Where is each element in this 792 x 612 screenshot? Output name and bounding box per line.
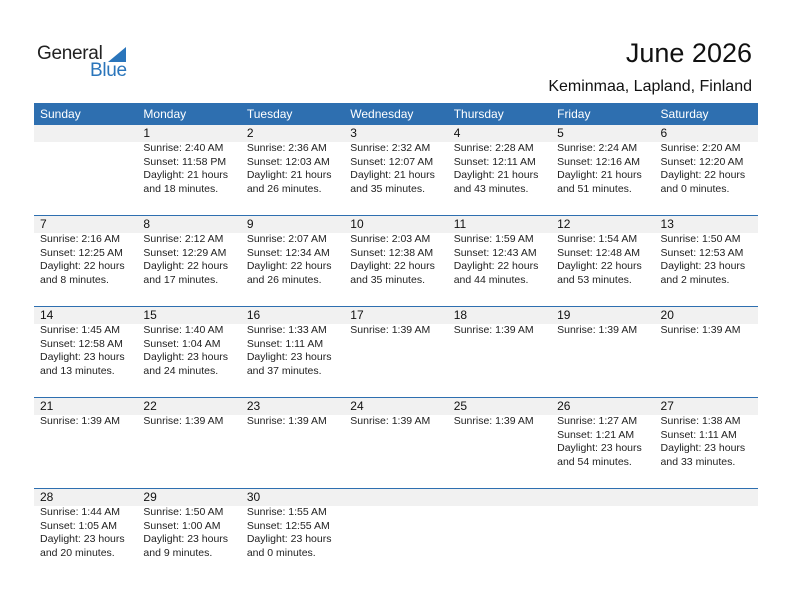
daylight-text: and 37 minutes. (246, 364, 322, 377)
sunrise-text: Sunrise: 2:16 AM (40, 233, 120, 245)
day-cell (448, 489, 551, 560)
weekday-sunday: Sunday (40, 107, 81, 121)
logo-word-general: General (37, 43, 103, 64)
day-cell (137, 489, 240, 560)
daylight-text: Daylight: 21 hours (557, 169, 642, 181)
daylight-text: and 51 minutes. (557, 182, 632, 195)
sunrise-text: Sunrise: 2:07 AM (246, 233, 327, 245)
sunrise-text: Sunrise: 1:39 AM (143, 415, 224, 427)
day-cell (344, 489, 447, 560)
sunrise-text: Sunrise: 2:40 AM (143, 142, 224, 154)
daylight-text: and 33 minutes. (660, 455, 736, 468)
sunrise-text: Sunrise: 1:39 AM (246, 415, 327, 427)
daylight-text: Daylight: 22 hours (557, 260, 642, 272)
day-number: 10 (350, 217, 364, 231)
day-number: 16 (246, 308, 261, 322)
sunset-text: Sunset: 12:48 AM (557, 246, 640, 259)
sunset-text: Sunset: 11:58 PM (143, 155, 227, 168)
day-cell (241, 125, 344, 196)
day-cell (34, 307, 137, 378)
daylight-text: and 18 minutes. (143, 182, 219, 195)
daylight-text: and 9 minutes. (143, 546, 213, 559)
day-cell (551, 489, 654, 560)
day-number: 9 (246, 217, 254, 231)
daylight-text: and 26 minutes. (246, 182, 322, 195)
weekday-thursday: Thursday (453, 107, 504, 121)
day-number: 23 (246, 399, 261, 413)
sunset-text: Sunset: 12:55 AM (246, 519, 330, 532)
day-number: 18 (453, 308, 468, 322)
sunset-text: Sunset: 1:21 AM (557, 428, 635, 441)
day-number (661, 489, 758, 506)
sunset-text: Sunset: 12:58 AM (40, 337, 123, 350)
sunrise-text: Sunrise: 1:38 AM (660, 415, 741, 427)
daylight-text: and 24 minutes. (143, 364, 219, 377)
sunset-text: Sunset: 12:16 AM (557, 155, 640, 168)
sunrise-text: Sunrise: 1:55 AM (246, 506, 327, 518)
day-cell (137, 398, 240, 469)
sunrise-text: Sunrise: 1:54 AM (557, 233, 638, 245)
sunrise-text: Sunrise: 1:45 AM (40, 324, 120, 336)
day-number: 30 (246, 490, 261, 504)
day-number: 24 (350, 399, 364, 413)
day-cell (34, 216, 137, 287)
sunset-text: Sunset: 12:34 AM (246, 246, 330, 259)
day-cell (448, 216, 551, 287)
day-number: 29 (143, 490, 157, 504)
sunset-text: Sunset: 12:53 AM (660, 246, 744, 259)
day-number: 15 (143, 308, 157, 322)
sunrise-text: Sunrise: 1:39 AM (350, 324, 431, 336)
day-number: 22 (143, 399, 157, 413)
page-title: June 2026 (625, 38, 752, 68)
daylight-text: Daylight: 21 hours (453, 169, 539, 181)
day-number: 14 (40, 308, 54, 322)
daylight-text: and 13 minutes. (40, 364, 115, 377)
day-number: 5 (557, 126, 564, 140)
daylight-text: Daylight: 22 hours (350, 260, 435, 272)
day-number (350, 489, 447, 506)
sunrise-text: Sunrise: 2:12 AM (143, 233, 224, 245)
day-cell (241, 398, 344, 469)
day-cell (448, 307, 551, 378)
sunrise-text: Sunrise: 1:39 AM (453, 324, 534, 336)
day-cell (241, 489, 344, 560)
sunrise-text: Sunrise: 2:28 AM (453, 142, 534, 154)
sunrise-text: Sunrise: 2:36 AM (246, 142, 327, 154)
day-cell (34, 125, 137, 196)
day-number: 4 (453, 126, 461, 140)
day-cell (655, 489, 758, 560)
sunset-text: Sunset: 12:11 AM (453, 155, 536, 168)
sunset-text: Sunset: 1:05 AM (40, 519, 118, 532)
calendar-week-row (34, 488, 758, 579)
daylight-text: and 0 minutes. (660, 182, 730, 195)
day-cell (137, 307, 240, 378)
calendar-week-row (34, 125, 758, 215)
weekday-monday: Monday (143, 107, 187, 121)
sunset-text: Sunset: 12:07 AM (350, 155, 434, 168)
sunrise-text: Sunrise: 2:24 AM (557, 142, 638, 154)
day-cell (448, 398, 551, 469)
day-cell (655, 398, 758, 469)
daylight-text: Daylight: 22 hours (660, 169, 746, 181)
day-cell (241, 307, 344, 378)
sunrise-text: Sunrise: 1:44 AM (40, 506, 120, 518)
week-cells (34, 125, 758, 196)
daylight-text: and 43 minutes. (453, 182, 529, 195)
sunset-text: Sunset: 1:11 AM (660, 428, 737, 441)
day-cell (551, 307, 654, 378)
daylight-text: Daylight: 22 hours (246, 260, 332, 272)
day-number: 21 (40, 399, 54, 413)
daylight-text: and 44 minutes. (453, 273, 529, 286)
day-cell (448, 125, 551, 196)
daylight-text: Daylight: 22 hours (143, 260, 229, 272)
sunset-text: Sunset: 1:04 AM (143, 337, 221, 350)
daylight-text: Daylight: 21 hours (350, 169, 435, 181)
day-cell (655, 216, 758, 287)
daylight-text: and 2 minutes. (660, 273, 730, 286)
daylight-text: Daylight: 23 hours (660, 260, 746, 272)
day-cell (34, 489, 137, 560)
day-number: 17 (350, 308, 364, 322)
day-number: 2 (246, 126, 254, 140)
day-number: 20 (660, 308, 674, 322)
weekday-header (34, 103, 758, 125)
sunrise-text: Sunrise: 2:03 AM (350, 233, 431, 245)
day-cell (655, 307, 758, 378)
logo (37, 43, 137, 83)
daylight-text: and 35 minutes. (350, 182, 425, 195)
day-number: 7 (40, 217, 47, 231)
sunset-text: Sunset: 12:03 AM (246, 155, 330, 168)
day-number: 25 (453, 399, 468, 413)
daylight-text: Daylight: 21 hours (143, 169, 229, 181)
logo-word-blue: Blue (90, 60, 127, 81)
daylight-text: Daylight: 23 hours (143, 533, 229, 545)
day-cell (137, 125, 240, 196)
day-cell (655, 125, 758, 196)
sunrise-text: Sunrise: 1:40 AM (143, 324, 224, 336)
sunrise-text: Sunrise: 1:39 AM (660, 324, 741, 336)
daylight-text: and 0 minutes. (246, 546, 316, 559)
sunset-text: Sunset: 1:11 AM (246, 337, 324, 350)
day-number (557, 489, 654, 506)
sunrise-text: Sunrise: 2:20 AM (660, 142, 741, 154)
weekday-saturday: Saturday (660, 107, 709, 121)
week-cells (34, 489, 758, 560)
daylight-text: and 8 minutes. (40, 273, 109, 286)
daylight-text: and 54 minutes. (557, 455, 632, 468)
day-cell (344, 307, 447, 378)
daylight-text: Daylight: 22 hours (40, 260, 125, 272)
weekday-tuesday: Tuesday (246, 107, 293, 121)
sunset-text: Sunset: 12:20 AM (660, 155, 744, 168)
daylight-text: Daylight: 21 hours (246, 169, 332, 181)
calendar-weeks (34, 125, 758, 579)
daylight-text: and 26 minutes. (246, 273, 322, 286)
week-cells (34, 216, 758, 287)
day-cell (344, 398, 447, 469)
daylight-text: and 17 minutes. (143, 273, 219, 286)
day-cell (344, 216, 447, 287)
day-number: 1 (143, 126, 151, 140)
sunrise-text: Sunrise: 1:39 AM (453, 415, 534, 427)
day-cell (551, 398, 654, 469)
day-cell (137, 216, 240, 287)
calendar-grid (34, 103, 758, 579)
sunset-text: Sunset: 12:29 AM (143, 246, 227, 259)
day-number: 28 (40, 490, 54, 504)
day-number: 12 (557, 217, 571, 231)
sunset-text: Sunset: 1:00 AM (143, 519, 221, 532)
daylight-text: and 20 minutes. (40, 546, 115, 559)
week-cells (34, 398, 758, 469)
sunrise-text: Sunrise: 2:32 AM (350, 142, 431, 154)
daylight-text: Daylight: 22 hours (453, 260, 539, 272)
day-cell (241, 216, 344, 287)
sunrise-text: Sunrise: 1:33 AM (246, 324, 327, 336)
sunrise-text: Sunrise: 1:39 AM (350, 415, 431, 427)
day-number (454, 489, 551, 506)
day-number: 6 (660, 126, 668, 140)
daylight-text: Daylight: 23 hours (660, 442, 746, 454)
day-number: 26 (557, 399, 571, 413)
daylight-text: Daylight: 23 hours (143, 351, 229, 363)
day-number: 19 (557, 308, 571, 322)
weekday-wednesday: Wednesday (350, 107, 414, 121)
daylight-text: Daylight: 23 hours (246, 351, 332, 363)
sunset-text: Sunset: 12:25 AM (40, 246, 123, 259)
day-number (40, 125, 137, 142)
daylight-text: and 53 minutes. (557, 273, 632, 286)
daylight-text: Daylight: 23 hours (40, 351, 125, 363)
day-cell (344, 125, 447, 196)
day-cell (551, 216, 654, 287)
day-number: 8 (143, 217, 151, 231)
calendar-week-row (34, 306, 758, 397)
sunset-text: Sunset: 12:38 AM (350, 246, 434, 259)
day-number: 27 (660, 399, 674, 413)
calendar-week-row (34, 397, 758, 488)
day-number: 3 (350, 126, 357, 140)
daylight-text: Daylight: 23 hours (246, 533, 332, 545)
sunrise-text: Sunrise: 1:39 AM (557, 324, 638, 336)
sunset-text: Sunset: 12:43 AM (453, 246, 537, 259)
daylight-text: and 35 minutes. (350, 273, 425, 286)
calendar-week-row (34, 215, 758, 306)
sunrise-text: Sunrise: 1:50 AM (660, 233, 741, 245)
sunrise-text: Sunrise: 1:59 AM (453, 233, 534, 245)
daylight-text: Daylight: 23 hours (557, 442, 642, 454)
sunrise-text: Sunrise: 1:27 AM (557, 415, 638, 427)
location-subtitle: Keminmaa, Lapland, Finland (548, 78, 752, 95)
day-number: 11 (453, 217, 467, 231)
week-cells (34, 307, 758, 378)
daylight-text: Daylight: 23 hours (40, 533, 125, 545)
sunrise-text: Sunrise: 1:50 AM (143, 506, 224, 518)
day-cell (551, 125, 654, 196)
day-number: 13 (660, 217, 674, 231)
sunrise-text: Sunrise: 1:39 AM (40, 415, 120, 427)
day-cell (34, 398, 137, 469)
weekday-friday: Friday (557, 107, 591, 121)
